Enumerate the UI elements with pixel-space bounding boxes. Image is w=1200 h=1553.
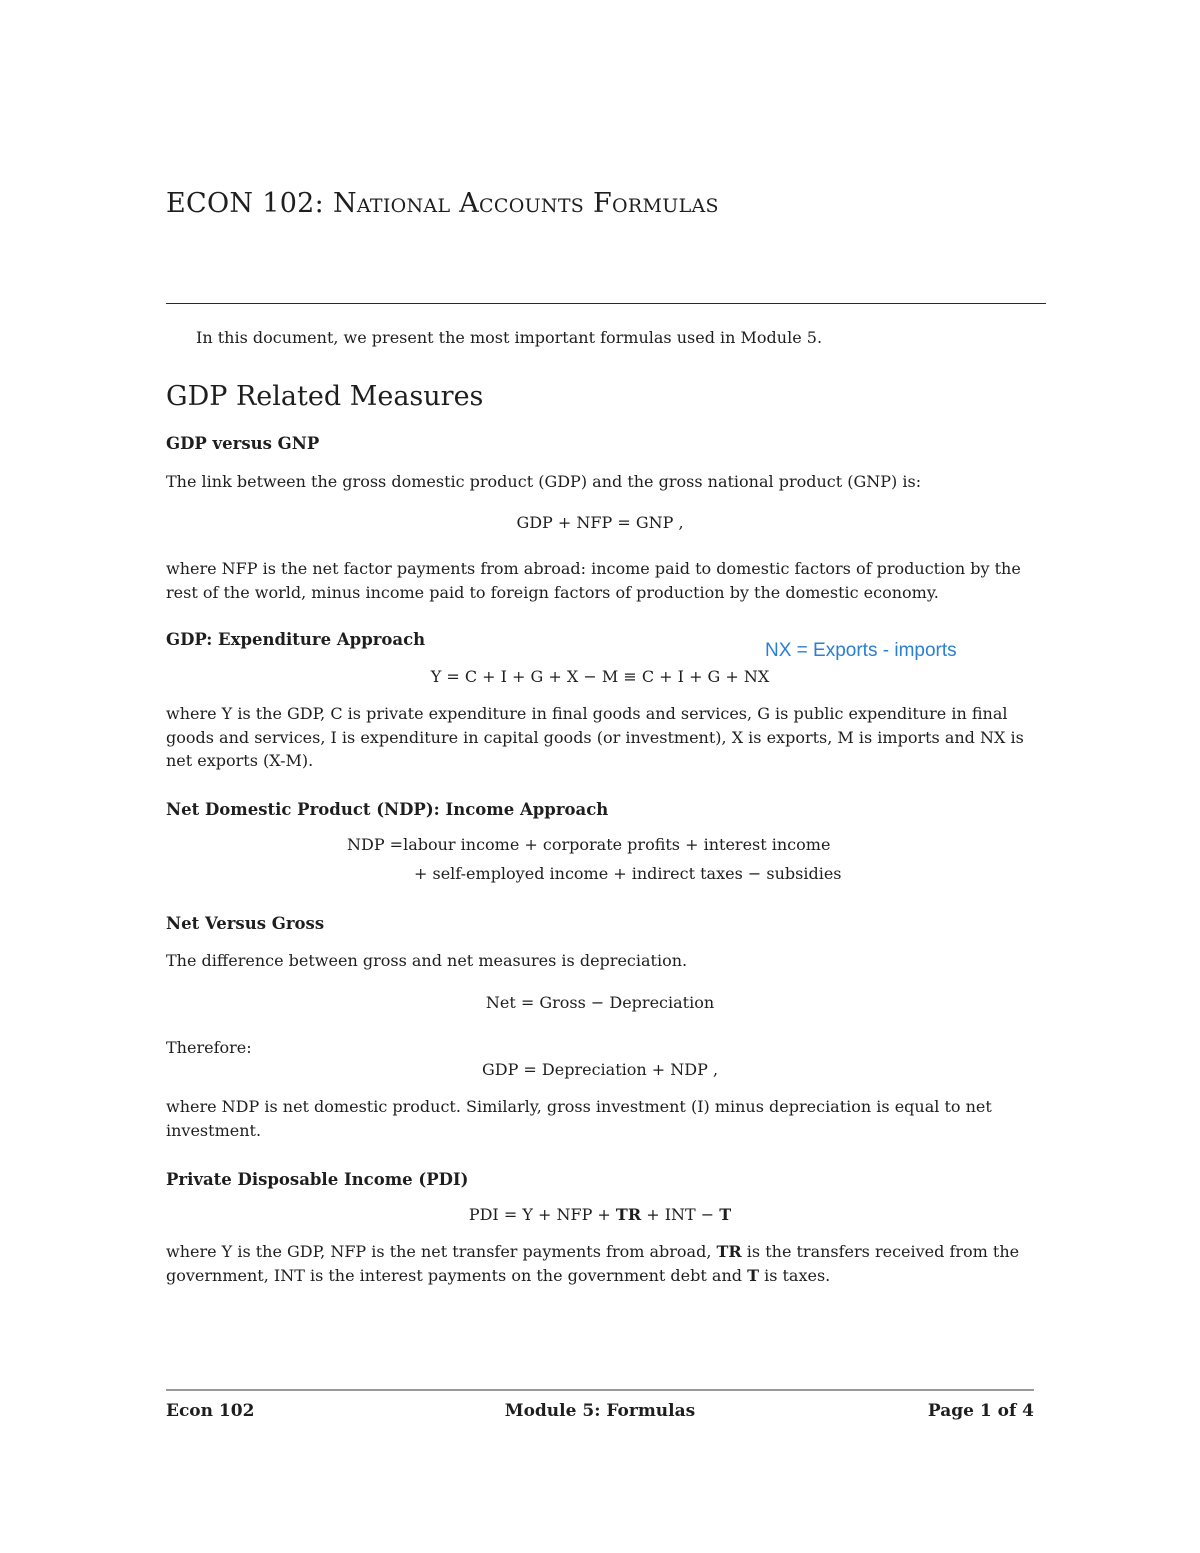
gdp-gnp-text: The link between the gross domestic product (GDP) and the gross national product (GNP) is: (166, 472, 922, 491)
gdp-depreciation-equation: GDP = Depreciation + NDP , (481, 1060, 719, 1079)
pdi-explanation (166, 1240, 1036, 1287)
expenditure-heading: GDP: Expenditure Approach (166, 630, 426, 649)
title-prefix: ECON 102: (166, 188, 333, 219)
pdi-heading: Private Disposable Income (PDI) (166, 1170, 469, 1189)
pdi-eq-tr: TR (615, 1205, 642, 1224)
gdp-gnp-equation: GDP + NFP = GNP , (516, 513, 684, 532)
intro-text: In this document, we present the most important formulas used in Module 5. (196, 328, 823, 347)
footer-center: Module 5: Formulas (504, 1401, 696, 1421)
pdi-eq-t: T (719, 1205, 732, 1224)
footer-rule (166, 1389, 1034, 1391)
income-heading: Net Domestic Product (NDP): Income Approach (166, 800, 609, 819)
footer-left: Econ 102 (166, 1401, 255, 1421)
pdi-equation (0, 1205, 1200, 1224)
net-gross-heading: Net Versus Gross (166, 914, 325, 933)
pdi-eq-main: PDI = Y + NFP + (468, 1205, 616, 1224)
document-title (166, 188, 719, 219)
expenditure-equation: Y = C + I + G + X − M ≡ C + I + G + NX (430, 667, 770, 686)
section-title: GDP Related Measures (166, 381, 484, 412)
income-equation-line1: NDP =labour income + corporate profits + interest income (347, 835, 831, 854)
pdi-ex-t: T (747, 1265, 759, 1285)
title-rule (166, 303, 1046, 304)
pdi-ex-tr: TR (716, 1242, 742, 1261)
net-gross-text: The difference between gross and net measures is depreciation. (166, 951, 688, 970)
net-gross-equation: Net = Gross − Depreciation (485, 993, 715, 1012)
net-gross-explanation: where NDP is net domestic product. Similarly, gross investment (I) minus depreciation is equal to net investment. (166, 1097, 992, 1140)
title-smallcaps: National Accounts Formulas (332, 188, 719, 219)
pdi-ex-1: where Y is the GDP, NFP is the net transfer payments from abroad, (166, 1242, 717, 1261)
pdi-eq-mid: + INT − (641, 1205, 720, 1224)
therefore-text: Therefore: (166, 1038, 252, 1057)
expenditure-explanation: where Y is the GDP, C is private expenditure in final goods and services, G is public expenditure in final goods and services, I is expenditure in capital goods (or investment), X is exports, M is imports and NX is net exports (X-M). (166, 704, 1024, 770)
pdi-ex-3: is taxes. (758, 1265, 831, 1285)
footer-page-number: Page 1 of 4 (927, 1401, 1034, 1421)
handwritten-annotation: NX = Exports - imports (765, 640, 957, 661)
gdp-gnp-heading: GDP versus GNP (166, 434, 320, 453)
income-equation-line2: + self-employed income + indirect taxes − subsidies (414, 864, 842, 883)
gdp-gnp-explanation: where NFP is the net factor payments from abroad: income paid to domestic factors of production by the rest of the world, minus income paid to foreign factors of production by the domestic economy. (166, 559, 1021, 602)
pdi-ex-2: is the transfers received from the government, INT is the interest payments on the government debt and (166, 1242, 1020, 1285)
